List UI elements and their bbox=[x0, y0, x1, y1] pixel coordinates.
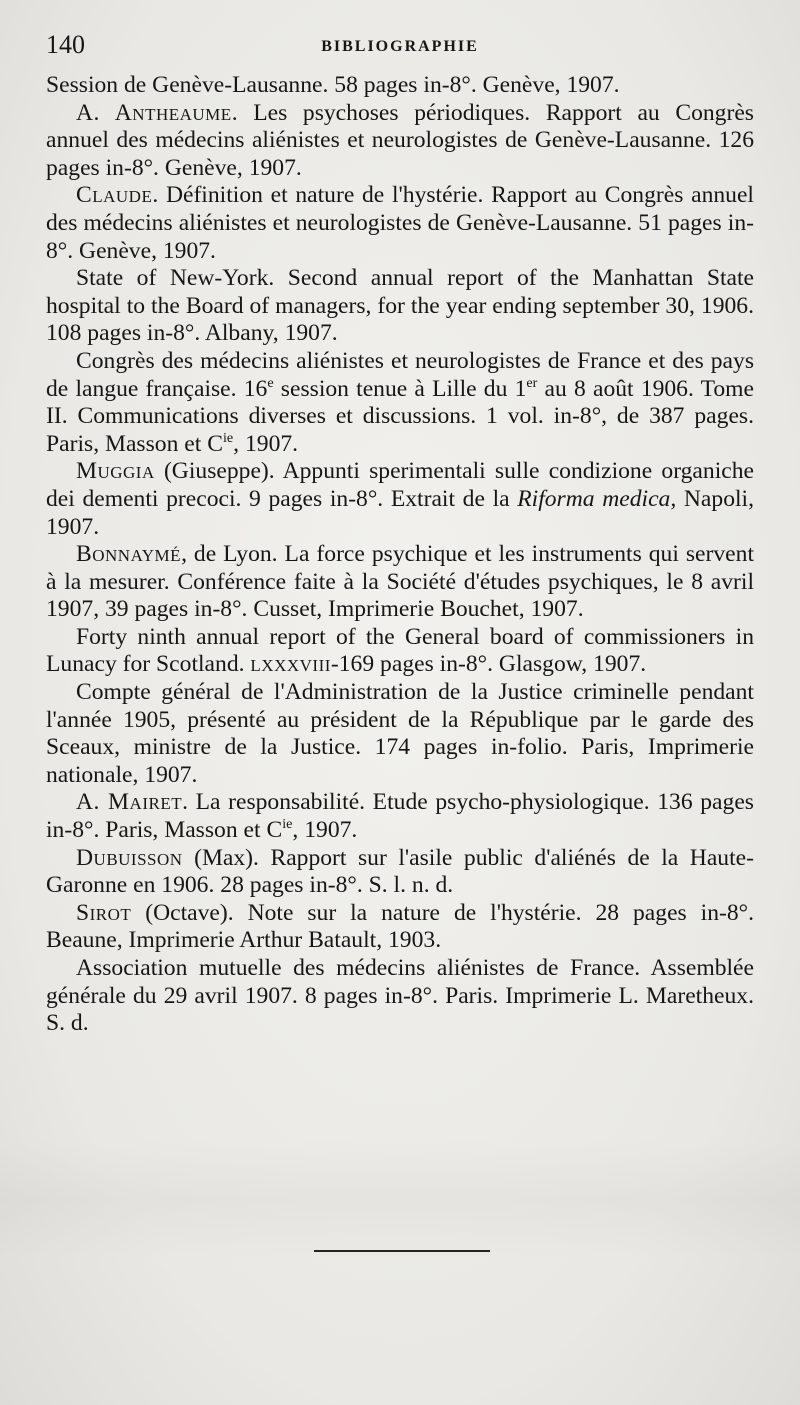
bibliography-entry bbox=[46, 845, 754, 900]
entry-author: Dubuisson bbox=[76, 844, 183, 871]
entry-text: Compte général de l'Administration de la Justice criminelle pendant l'année 1905, présenté au président de la République par le garde des Sceaux, ministre de la Justice. 174 pages in-folio. Paris, Imprimerie nationale, 1907. bbox=[46, 679, 754, 788]
entry-author: Bonnaymé bbox=[76, 541, 182, 568]
entry-text: (Max). Rapport sur l'asile public d'aliénés de la Haute-Garonne en 1906. 28 pages in-8°. S. l. n. d. bbox=[46, 844, 754, 899]
journal-title: Riforma medica, bbox=[517, 485, 677, 512]
superscript: ie bbox=[222, 429, 234, 446]
bibliography-entry bbox=[46, 265, 754, 348]
entry-text: Forty ninth annual report of the General board of commissioners in Lunacy for Scotland. bbox=[46, 623, 754, 678]
bibliography-entry bbox=[46, 624, 754, 679]
entry-text: (Octave). Note sur la nature de l'hystérie. 28 pages in-8°. Beaune, Imprimerie Arthur Batault, 1903. bbox=[46, 899, 754, 954]
bibliography-list bbox=[46, 72, 754, 1038]
bibliography-entry bbox=[46, 541, 754, 624]
page-number: 140 bbox=[46, 30, 85, 59]
entry-text: State of New-York. Second annual report of the Manhattan State hospital to the Board of managers, for the year ending september 30, 1906. 108 pages in-8°. Albany, 1907. bbox=[46, 265, 754, 347]
bleed-through-shadow bbox=[0, 1140, 800, 1260]
entry-text: . La responsabilité. Etude psycho-physiologique. 136 pages in-8°. Paris, Masson et C bbox=[46, 789, 754, 844]
entry-text: , 1907. bbox=[233, 430, 299, 457]
entry-text: Congrès des médecins aliénistes et neurologistes de France et des pays de langue française. 16 bbox=[46, 347, 754, 402]
entry-text: , de Lyon. La force psychique et les instruments qui servent à la mesurer. Conférence faite à la Société d'études psychiques, le 8 avril 1907, 39 pages in-8°. Cusset, Imprimerie Bouchet, 1907. bbox=[46, 541, 754, 623]
entry-text: (Giuseppe). Appunti sperimentali sulle condizione organiche dei dementi precoci. 9 pages in-8°. Extrait de la bbox=[46, 458, 754, 512]
entry-author: A. Mairet bbox=[76, 789, 183, 816]
entry-author: Sirot bbox=[76, 899, 132, 926]
superscript: ie bbox=[282, 816, 293, 833]
bibliography-entry bbox=[46, 100, 754, 183]
entry-author: Claude bbox=[76, 182, 153, 209]
bibliography-entry bbox=[46, 679, 754, 789]
entry-text: session tenue à Lille du 1 bbox=[273, 375, 527, 402]
page-header bbox=[46, 30, 754, 64]
roman-numeral: lxxxviii bbox=[250, 651, 331, 678]
superscript: e bbox=[267, 374, 274, 391]
entry-text: . Définition et nature de l'hystérie. Rapport au Congrès annuel des médecins aliénistes et neurologistes de Genève-Lausanne. 51 pages in-8°. Genève, 1907. bbox=[46, 182, 754, 264]
superscript: er bbox=[526, 374, 538, 391]
bibliography-entry bbox=[46, 900, 754, 955]
entry-text: au 8 août 1906. Tome II. Communications diverses et discussions. 1 vol. in-8°, de 387 pages. Paris, Masson et C bbox=[46, 375, 754, 457]
entry-author: A. Antheaume bbox=[76, 99, 232, 126]
entry-text: -169 pages in-8°. Glasgow, 1907. bbox=[330, 651, 647, 678]
bibliography-entry bbox=[46, 72, 754, 100]
bibliography-entry bbox=[46, 458, 754, 541]
entry-text: , 1907. bbox=[292, 817, 358, 844]
running-title: BIBLIOGRAPHIE bbox=[321, 38, 479, 55]
entry-text: . Les psychoses périodiques. Rapport au Congrès annuel des médecins aliénistes et neurologistes de Genève-Lausanne. 126 pages in-8°. Genève, 1907. bbox=[46, 99, 754, 181]
bibliography-entry bbox=[46, 348, 754, 458]
bibliography-entry bbox=[46, 789, 754, 844]
entry-text: Session de Genève-Lausanne. 58 pages in-8°. Genève, 1907. bbox=[46, 72, 620, 98]
bibliography-entry bbox=[46, 955, 754, 1038]
entry-author: Muggia bbox=[76, 458, 155, 485]
entry-text: Association mutuelle des médecins aliénistes de France. Assemblée générale du 29 avril 1907. 8 pages in-8°. Paris. Imprimerie L. Maretheux. S. d. bbox=[46, 955, 754, 1037]
entry-text: Napoli, 1907. bbox=[46, 485, 755, 540]
bibliography-entry bbox=[46, 182, 754, 265]
section-divider bbox=[314, 1250, 490, 1252]
